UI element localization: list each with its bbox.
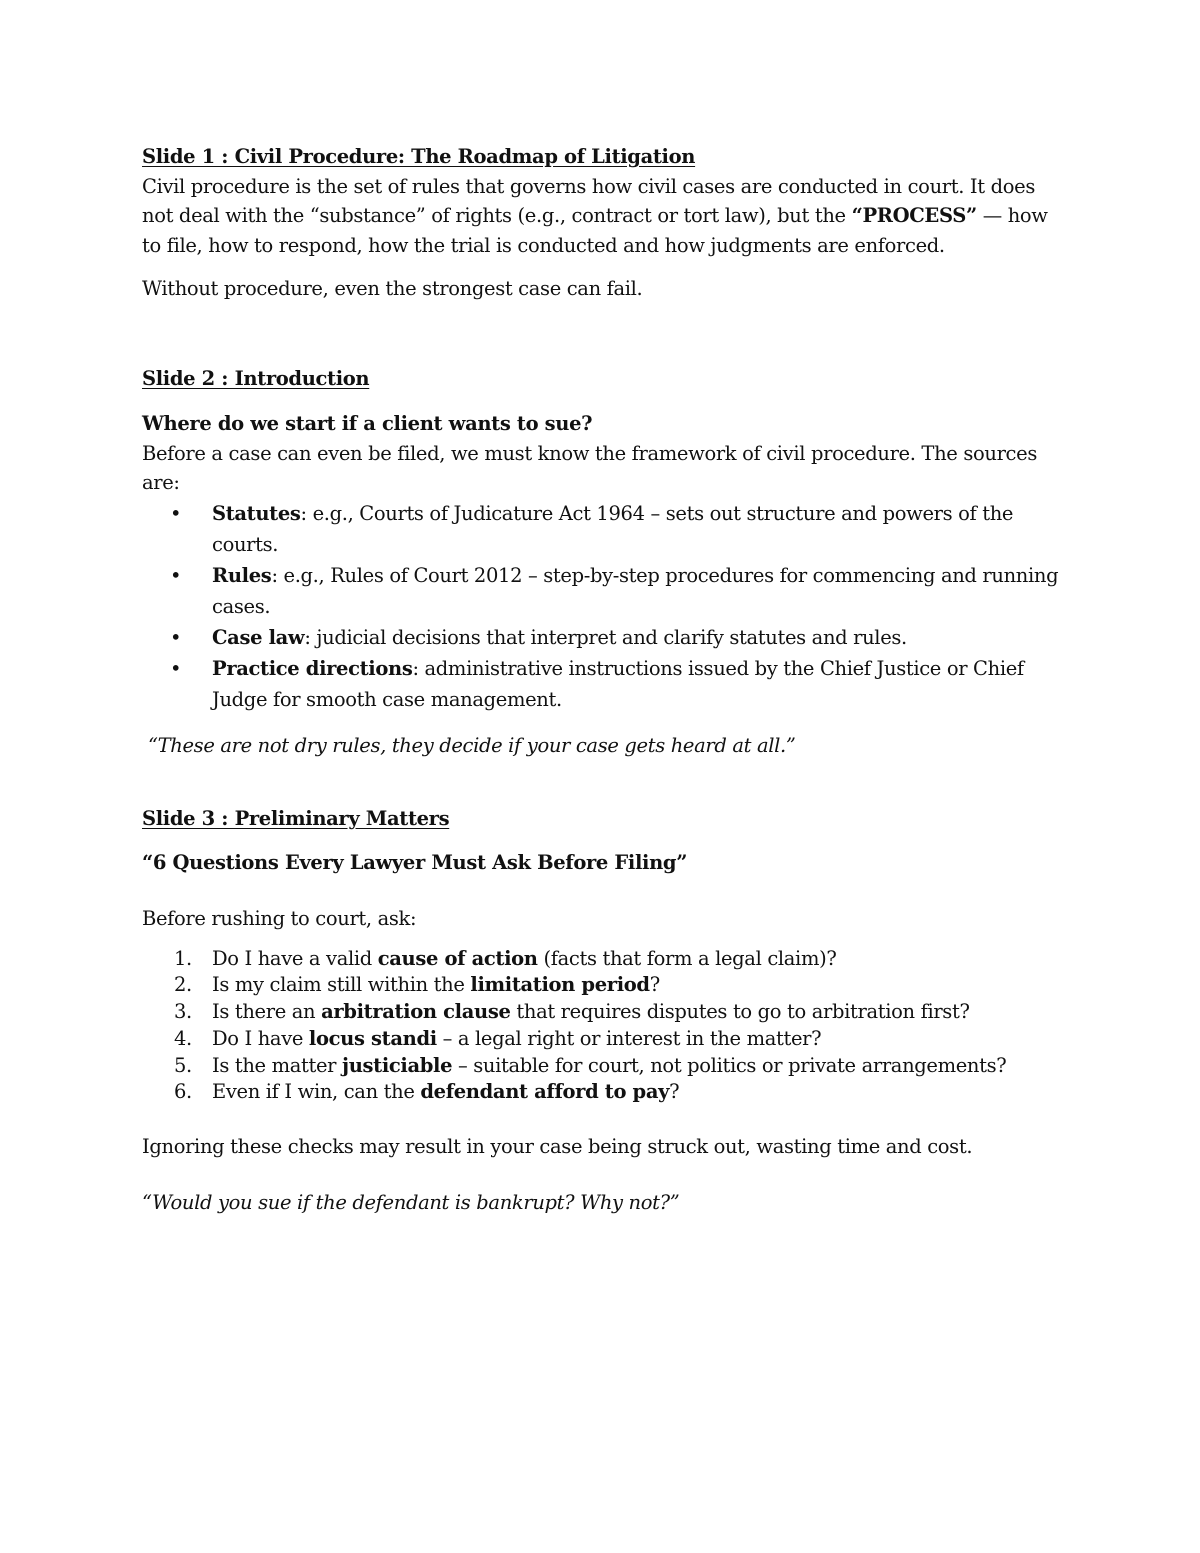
list-item-text: Is there an — [212, 1000, 322, 1024]
list-item — [142, 972, 1070, 999]
list-item-text: : judicial decisions that interpret and clarify statutes and rules. — [304, 625, 907, 649]
list-item-text: Even if I win, can the — [212, 1080, 421, 1104]
slide1-paragraph-bold: “PROCESS” — [851, 204, 977, 227]
list-item-text: – a legal right or interest in the matter? — [436, 1026, 822, 1050]
slide3-warning: Ignoring these checks may result in your case being struck out, wasting time and cost. — [142, 1135, 973, 1159]
slide2-intro: Before a case can even be filed, we must know the framework of civil procedure. The sources are: — [142, 441, 1037, 494]
list-item-text: that requires disputes to go to arbitration first? — [510, 1000, 970, 1024]
list-item-text: Do I have a valid — [212, 946, 378, 970]
slide3-subhead: “6 Questions Every Lawyer Must Ask Before Filing” — [142, 850, 688, 874]
list-item — [142, 653, 1070, 715]
slide1-paragraph-text-a: Civil procedure is the set of rules that governs how civil cases are conducted in court. It does not deal with the “substance” of rights (e.g., contract or tort law), but the — [142, 174, 1035, 227]
list-item-text: Is the matter — [212, 1053, 342, 1077]
list-item — [142, 498, 1070, 560]
list-item-text: ? — [669, 1080, 680, 1104]
list-item-term: Case law — [212, 625, 305, 649]
list-item-bold: justiciable — [342, 1053, 453, 1077]
slide2-heading: Slide 2 : Introduction — [142, 366, 370, 390]
list-item-text: : e.g., Courts of Judicature Act 1964 – sets out structure and powers of the courts. — [212, 501, 1014, 556]
slide1-paragraph-text-b: — how to file, how to respond, how the trial is conducted and how judgments are enforced. — [142, 204, 1048, 257]
list-item-number: 2. — [174, 973, 192, 997]
slide1-paragraph — [142, 172, 1070, 261]
list-item — [142, 1079, 1070, 1106]
list-item-number: 1. — [174, 946, 192, 970]
list-item-text: ? — [649, 973, 660, 997]
list-item-text: (facts that form a legal claim)? — [537, 946, 837, 970]
list-item-bold: defendant afford to pay — [420, 1080, 670, 1104]
list-item-text: Do I have — [212, 1026, 309, 1050]
list-item-text: Is my claim still within the — [212, 973, 471, 997]
questions-list — [142, 946, 1070, 1107]
list-item-bold: locus standi — [308, 1026, 437, 1050]
list-item — [142, 560, 1070, 622]
list-item-text: : administrative instructions issued by the Chief Justice or Chief Judge for smooth case management. — [212, 656, 1024, 711]
list-item-term: Practice directions — [212, 656, 413, 680]
list-item — [142, 622, 1070, 653]
list-item-number: 3. — [174, 1000, 192, 1024]
slide2-subhead: Where do we start if a client wants to sue? — [142, 412, 593, 435]
list-item-bold: arbitration clause — [321, 1000, 511, 1024]
list-item-number: 4. — [174, 1026, 192, 1050]
list-item-number: 6. — [174, 1080, 192, 1104]
list-item-text: – suitable for court, not politics or private arrangements? — [452, 1053, 1007, 1077]
list-item — [142, 1053, 1070, 1080]
slide1-closing: Without procedure, even the strongest case can fail. — [142, 277, 643, 300]
list-item-number: 5. — [174, 1053, 192, 1077]
slide3-heading: Slide 3 : Preliminary Matters — [142, 807, 450, 830]
list-item — [142, 1026, 1070, 1053]
sources-list — [142, 498, 1070, 715]
list-item-term: Rules — [212, 563, 272, 587]
slide3-intro: Before rushing to court, ask: — [142, 907, 417, 930]
list-item-bold: cause of action — [377, 946, 538, 970]
slide1-heading: Slide 1 : Civil Procedure: The Roadmap of Litigation — [142, 145, 696, 168]
list-item-term: Statutes — [212, 501, 301, 525]
list-item — [142, 946, 1070, 973]
list-item — [142, 999, 1070, 1026]
list-item-bold: limitation period — [470, 973, 650, 997]
slide3-quote: “Would you sue if the defendant is bankrupt? Why not?” — [142, 1190, 680, 1214]
list-item-text: : e.g., Rules of Court 2012 – step-by-step procedures for commencing and running cases. — [212, 563, 1059, 618]
slide2-quote: “These are not dry rules, they decide if your case gets heard at all.” — [148, 733, 796, 757]
